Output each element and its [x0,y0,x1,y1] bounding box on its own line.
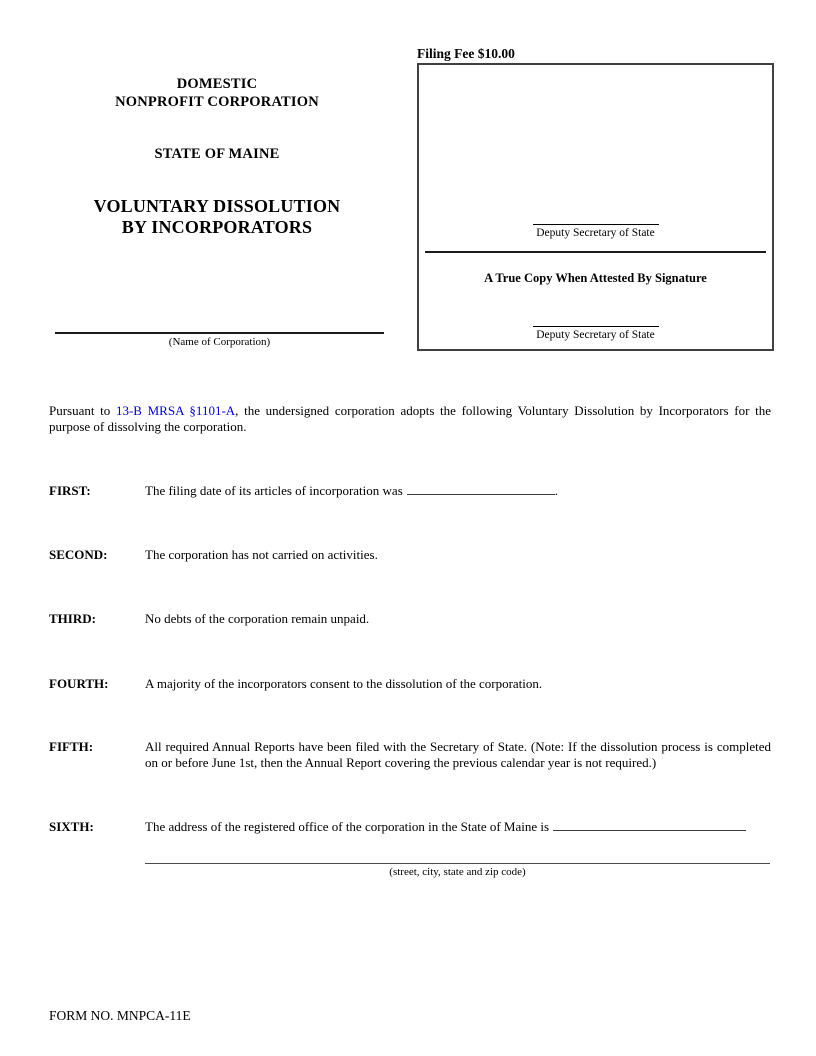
item-third [49,611,771,627]
intro-suffix: , the undersigned corporation adopts the following Voluntary Dissolution by Incorporators for the purpose of dissolving the corporation. [49,403,771,434]
item-sixth-sentence: The address of the registered office of the corporation in the State of Maine is [145,819,550,834]
corporation-name-caption: (Name of Corporation) [168,336,271,348]
document-title-line1: VOLUNTARY DISSOLUTION [93,196,341,216]
deputy-signature-line-2 [533,326,659,327]
intro-paragraph [49,403,771,434]
form-number: FORM NO. MNPCA-11E [49,1008,191,1023]
item-first-sentence: The filing date of its articles of incorporation was [145,483,403,498]
item-fourth-text: A majority of the incorporators consent to the dissolution of the corporation. [145,676,543,691]
filing-fee-label: Filing Fee $10.00 [417,46,515,65]
document-title [49,196,385,237]
item-sixth-text [145,819,771,835]
item-fifth-text: All required Annual Reports have been filed with the Secretary of State. (Note: If the dissolution process is completed on or before June 1st, then the Annual Report covering the previous calendar year is not required.) [145,739,771,770]
item-first-label: FIRST: [49,483,91,498]
registered-office-blank[interactable] [553,819,746,831]
item-fourth [49,676,771,692]
item-sixth [49,819,771,835]
item-third-label: THIRD: [49,611,96,626]
item-second-text: The corporation has not carried on activities. [145,547,378,562]
org-type-line2: NONPROFIT CORPORATION [115,94,319,110]
corporation-name-blank[interactable] [55,318,384,334]
filing-date-blank[interactable] [407,483,555,495]
item-second-label: SECOND: [49,547,108,562]
org-type-line1: DOMESTIC [176,76,258,92]
registered-office-address-caption: (street, city, state and zip code) [389,866,526,878]
deputy-signature-line-1 [533,224,659,225]
registered-office-address-line[interactable] [145,846,770,864]
attestation-divider [425,251,766,253]
document-title-line2: BY INCORPORATORS [121,216,313,237]
item-first-text [145,483,771,499]
item-fourth-label: FOURTH: [49,676,109,691]
state-header: STATE OF MAINE [154,146,280,162]
item-fifth-label: FIFTH: [49,739,94,754]
item-fifth [49,739,771,771]
item-first-period: . [554,483,559,498]
item-second [49,547,771,563]
item-third-text: No debts of the corporation remain unpaid. [145,611,370,626]
deputy-signature-caption-1: Deputy Secretary of State [536,227,655,239]
org-type-header [49,75,385,111]
statute-link[interactable]: 13-B MRSA §1101-A [115,403,236,418]
attestation-box [417,63,774,351]
deputy-signature-caption-2: Deputy Secretary of State [536,329,655,341]
intro-prefix: Pursuant to [49,403,116,418]
item-sixth-label: SIXTH: [49,819,94,834]
item-first [49,483,771,499]
attestation-title: A True Copy When Attested By Signature [484,271,707,285]
